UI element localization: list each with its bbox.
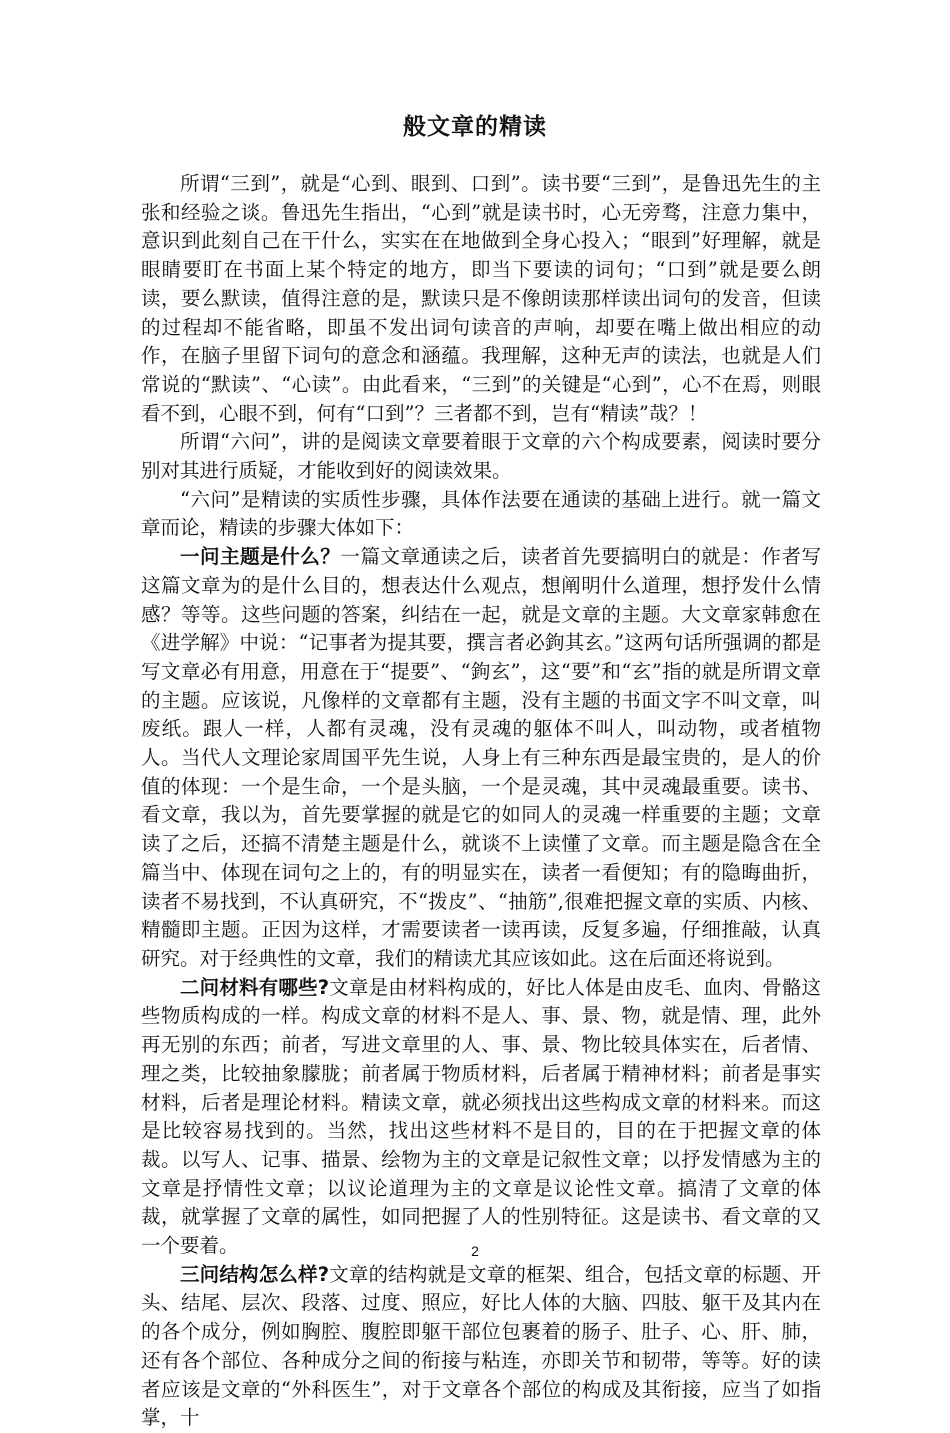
question-theme-heading: 一问主题是什么？	[180, 545, 341, 569]
question-structure-text: 文章的结构就是文章的框架、组合，包括文章的标题、开头、结尾、层次、段落、过度、照应，好比人体的大脑、四肢、躯干及其内在的各个成分，例如胸腔、腹腔即躯干部位包裹着的肠子、肚子、心、肝、肺，还有各个部位、各种成分之间的衔接与粘连，亦即关节和韧带，等等。好的读者应该是文章的“外科医生”，对于文章各个部位的构成及其衔接，应当了如指掌，十	[141, 1262, 821, 1430]
question-structure-heading: 三问结构怎么样?	[180, 1262, 330, 1286]
document-title: 般文章的精读	[403, 114, 547, 140]
paragraph-question-theme	[141, 543, 821, 974]
page-number: 2	[471, 1243, 479, 1259]
paragraph-six-questions: 所谓“六问”，讲的是阅读文章要着眼于文章的六个构成要素，阅读时要分别对其进行质疑，才能收到好的阅读效果。	[141, 430, 821, 483]
paragraph-six-questions-steps: “六问”是精读的实质性步骤，具体作法要在通读的基础上进行。就一篇文章而论，精读的步骤大体如下：	[141, 487, 821, 540]
question-theme-text: 一篇文章通读之后，读者首先要搞明白的就是：作者写这篇文章为的是什么目的，想表达什么观点，想阐明什么道理，想抒发什么情感？等等。这些问题的答案，纠结在一起，就是文章的主题。大文章家韩愈在《进学解》中说：“记事者为提其要，撰言者必鉤其玄。”这两句话所强调的都是写文章必有用意，用意在于“提要”、“鉤玄”，这“要”和“玄”指的就是所谓文章的主题。应该说，凡像样的文章都有主题，没有主题的书面文字不叫文章，叫废纸。跟人一样，人都有灵魂，没有灵魂的躯体不叫人，叫动物，或者植物人。当代人文理论家周国平先生说，人身上有三种东西是最宝贵的，是人的价值的体现：一个是生命，一个是头脑，一个是灵魂，其中灵魂最重要。读书、看文章，我以为，首先要掌握的就是它的如同人的灵魂一样重要的主题；文章读了之后，还搞不清楚主题是什么，就谈不上读懂了文章。而主题是隐含在全篇当中、体现在词句之上的，有的明显实在，读者一看便知；有的隐晦曲折，读者不易找到，不认真研究，不“拨皮”、“抽筋”,很难把握文章的实质、内核、精髓即主题。正因为这样，才需要读者一读再读，反复多遍，仔细推敲，认真研究。对于经典性的文章，我们的精读尤其应该如此。这在后面还将说到。	[141, 545, 821, 970]
paragraph-question-materials	[141, 974, 821, 1261]
paragraph-question-structure	[141, 1261, 821, 1433]
question-materials-heading: 二问材料有哪些?	[180, 975, 330, 999]
question-materials-text: 文章是由材料构成的，好比人体是由皮毛、血肉、骨骼这些物质构成的一样。构成文章的材料不是人、事、景、物，就是情、理，此外再无别的东西；前者，写进文章里的人、事、景、物比较具体实在，后者情、理之类，比较抽象朦胧；前者属于物质材料，后者属于精神材料；前者是事实材料，后者是理论材料。精读文章，就必须找出这些构成文章的材料来。而这是比较容易找到的。当然，找出这些材料不是目的，目的在于把握文章的体裁。以写人、记事、描景、绘物为主的文章是记叙性文章；以抒发情感为主的文章是抒情性文章；以议论道理为主的文章是议论性文章。搞清了文章的体裁，就掌握了文章的属性，如同把握了人的性别特征。这是读书、看文章的又一个要着。	[141, 975, 821, 1258]
paragraph-three-arrivals: 所谓“三到”，就是“心到、眼到、口到”。读书要“三到”，是鲁迅先生的主张和经验之谈。鲁迅先生指出，“心到”就是读书时，心无旁骛，注意力集中，意识到此刻自己在干什么，实实在在地做到全身心投入；“眼到”好理解，就是眼睛要盯在书面上某个特定的地方，即当下要读的词句；“口到”就是要么朗读，要么默读，值得注意的是，默读只是不像朗读那样读出词句的发音，但读的过程却不能省略，即虽不发出词句读音的声响，却要在嘴上做出相应的动作，在脑子里留下词句的意念和涵蕴。我理解，这种无声的读法，也就是人们常说的“默读”、“心读”。由此看来，“三到”的关键是“心到”，心不在焉，则眼看不到，心眼不到，何有“口到”？三者都不到，岂有“精读”哉？！	[141, 172, 821, 425]
